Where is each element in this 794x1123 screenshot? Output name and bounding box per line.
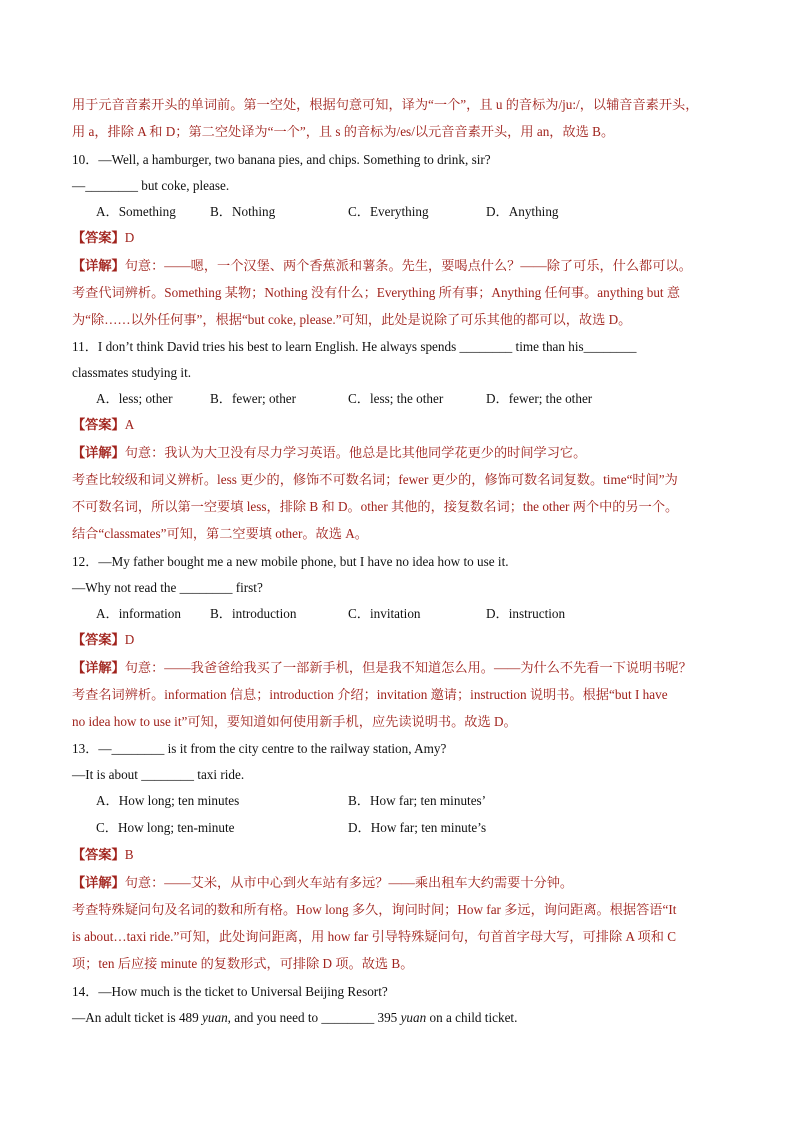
option-b: B．How far; ten minutes’ xyxy=(348,793,487,808)
detail-tag: 【详解】 xyxy=(72,258,125,273)
option-d: D．fewer; the other xyxy=(486,391,593,406)
detail-tag: 【详解】 xyxy=(72,445,125,460)
question-13-options-row2 xyxy=(96,819,696,837)
explanation-line: 用 a，排除 A 和 D；第二空处译为“一个”，且 s 的音标为/es/以元音音素开头，用 an，故选 B。 xyxy=(72,124,615,139)
answer-tag: 【答案】 xyxy=(72,417,125,432)
question-13-stem: 13．—________ is it from the city centre to the railway station, Amy? xyxy=(72,741,447,756)
answer-value: D xyxy=(124,632,135,647)
option-a: A．information xyxy=(96,606,181,621)
detail-tag: 【详解】 xyxy=(72,875,125,890)
option-a: A．How long; ten minutes xyxy=(96,793,240,808)
question-13-stem-line2: —It is about ________ taxi ride. xyxy=(72,767,245,782)
option-a: A．Something xyxy=(96,204,176,219)
detail-line: 项；ten 后应接 minute 的复数形式，可排除 D 项。故选 B。 xyxy=(72,956,414,971)
detail-line: is about…taxi ride.”可知，此处询问距离，用 how far 引导特殊疑问句，句首首字母大写，可排除 A 项和 C xyxy=(72,929,677,944)
answer-line xyxy=(72,846,134,864)
answer-line xyxy=(72,416,134,434)
question-14-stem-line2: —An adult ticket is 489 yuan, and you need to ________ 395 yuan on a child ticket. xyxy=(72,1010,518,1025)
detail-line: 结合“classmates”可知，第二空要填 other。故选 A。 xyxy=(72,526,368,541)
option-c: C．invitation xyxy=(348,606,421,621)
answer-line xyxy=(72,631,134,649)
option-b: B．Nothing xyxy=(210,204,276,219)
option-b: B．introduction xyxy=(210,606,297,621)
explanation-line: 用于元音音素开头的单词前。第一空处，根据句意可知，译为“一个”，且 u 的音标为/ju:/，以辅音音素开头， xyxy=(72,97,699,112)
detail-line: 为“除……以外任何事”，根据“but coke, please.”可知，此处是说除了可乐其他的都可以，故选 D。 xyxy=(72,312,632,327)
answer-tag: 【答案】 xyxy=(72,632,125,647)
answer-tag: 【答案】 xyxy=(72,230,125,245)
answer-value: D xyxy=(124,230,135,245)
detail-line: 【详解】句意：——嗯，一个汉堡、两个香蕉派和薯条。先生，要喝点什么？——除了可乐，什么都可以。 xyxy=(72,258,692,273)
detail-line: 考查特殊疑问句及名词的数和所有格。How long 多久，询问时间；How far 多远，询问距离。根据答语“It xyxy=(72,902,677,917)
option-d: D．How far; ten minute’s xyxy=(348,820,487,835)
detail-line: no idea how to use it”可知，要知道如何使用新手机，应先读说明书。故选 D。 xyxy=(72,714,517,729)
question-10-stem-line2: —________ but coke, please. xyxy=(72,178,230,193)
detail-line: 不可数名词，所以第一空要填 less，排除 B 和 D。other 其他的，接复数名词；the other 两个中的另一个。 xyxy=(72,499,679,514)
option-a: A．less; other xyxy=(96,391,173,406)
question-12-options xyxy=(96,605,696,623)
question-14-stem: 14．—How much is the ticket to Universal Beijing Resort? xyxy=(72,984,388,999)
detail-line: 考查比较级和词义辨析。less 更少的，修饰不可数名词；fewer 更少的，修饰可数名词复数。time“时间”为 xyxy=(72,472,678,487)
detail-line: 【详解】句意：——我爸爸给我买了一部新手机，但是我不知道怎么用。——为什么不先看一下说明书呢？ xyxy=(72,660,692,675)
detail-line: 考查代词辨析。Something 某物；Nothing 没有什么；Everything 所有事；Anything 任何事。anything but 意 xyxy=(72,285,681,300)
option-c: C．Everything xyxy=(348,204,429,219)
detail-tag: 【详解】 xyxy=(72,660,125,675)
answer-tag: 【答案】 xyxy=(72,847,125,862)
answer-line xyxy=(72,229,134,247)
option-d: D．instruction xyxy=(486,606,566,621)
question-11-options xyxy=(96,390,696,408)
question-11-stem: 11．I don’t think David tries his best to learn English. He always spends ________ time than his________ xyxy=(72,339,637,354)
option-c: C．How long; ten-minute xyxy=(96,820,235,835)
option-c: C．less; the other xyxy=(348,391,444,406)
detail-line: 【详解】句意：我认为大卫没有尽力学习英语。他总是比其他同学花更少的时间学习它。 xyxy=(72,445,587,460)
question-12-stem: 12．—My father bought me a new mobile phone, but I have no idea how to use it. xyxy=(72,554,509,569)
answer-value: A xyxy=(124,417,135,432)
question-10-options xyxy=(96,203,696,221)
detail-line: 【详解】句意：——艾米，从市中心到火车站有多远？——乘出租车大约需要十分钟。 xyxy=(72,875,574,890)
question-13-options-row1 xyxy=(96,792,696,810)
question-11-stem-line2: classmates studying it. xyxy=(72,365,192,380)
detail-line: 考查名词辨析。information 信息；introduction 介绍；invitation 邀请；instruction 说明书。根据“but I have xyxy=(72,687,668,702)
answer-value: B xyxy=(124,847,134,862)
question-10-stem: 10．—Well, a hamburger, two banana pies, and chips. Something to drink, sir? xyxy=(72,152,491,167)
question-12-stem-line2: —Why not read the ________ first? xyxy=(72,580,263,595)
option-d: D．Anything xyxy=(486,204,559,219)
option-b: B．fewer; other xyxy=(210,391,297,406)
